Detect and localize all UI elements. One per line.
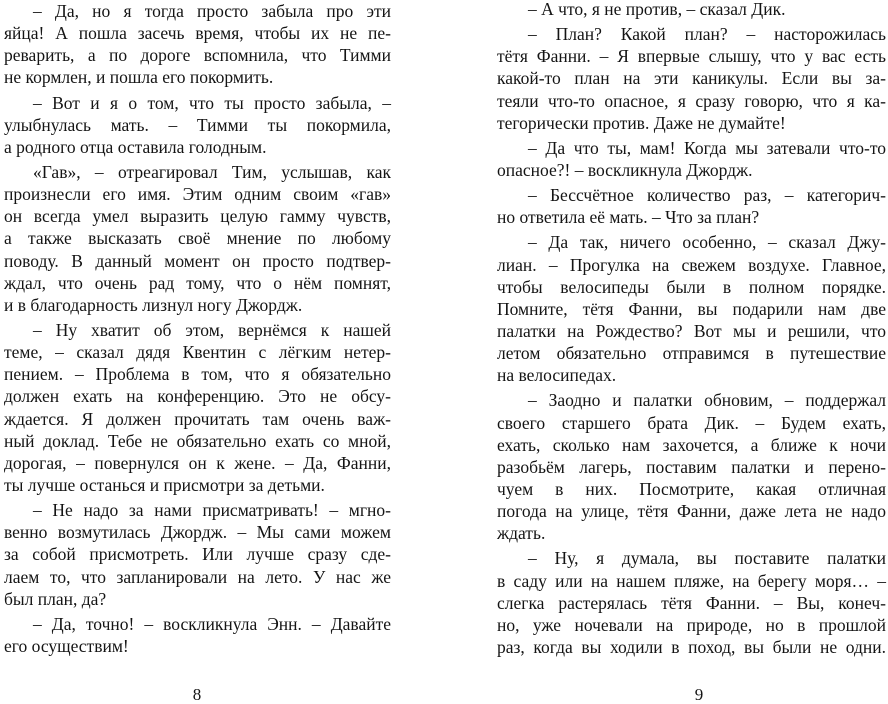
text-line: погода на улице, тётя Фанни, даже лета не надо: [497, 501, 886, 522]
text-line: палатки на Рождество? Вот мы и решили, что: [497, 320, 886, 341]
text-line: реварить, а по дороге вспомнила, что Тимми: [4, 45, 391, 66]
paragraph: [4, 0, 391, 89]
paragraph: [4, 161, 391, 316]
text-line: своего старшего брата Дик. – Будем ехать,: [497, 412, 886, 433]
text-line: ты лучше останься и присмотри за детьми.: [4, 474, 325, 495]
text-line: – Да, но я тогда просто забыла про эти: [33, 1, 391, 21]
text-line: – Заодно и палатки обновим, – поддержал: [528, 390, 886, 411]
text-line: раз, когда вы ходили в поход, вы были не одни.: [497, 636, 886, 657]
text-line: ехать, сколько нам захочется, а ближе к ночи: [497, 434, 886, 455]
text-line: в саду или на нашем пляже, на берегу моря… –: [497, 570, 886, 591]
text-line: произнесли его имя. Этим одним своим «гав»: [4, 184, 391, 205]
paragraph: [497, 231, 886, 386]
text-line: – Да так, ничего особенно, – сказал Джу-: [528, 232, 886, 253]
paragraph: [4, 499, 391, 610]
text-line: он всегда умел выразить целую гамму чувств,: [4, 206, 391, 227]
right-page-text: [497, 0, 886, 658]
text-line: летом обязательно отправимся в путешествие: [497, 343, 886, 364]
paragraph: [4, 319, 391, 496]
text-line: слегка растерялась тётя Фанни. – Вы, конеч-: [497, 592, 886, 613]
text-line: – Ну, я думала, вы поставите палатки: [528, 548, 886, 569]
text-line: тётя Фанни. – Я впервые слышу, что у вас есть: [497, 46, 886, 67]
text-line: – Вот и я о том, что ты просто забыла, –: [33, 92, 391, 113]
paragraph: [497, 184, 886, 228]
text-line: какой-то план на эти каникулы. Если вы за-: [497, 68, 886, 89]
text-line: был план, да?: [4, 588, 107, 609]
paragraph: [497, 137, 886, 181]
text-line: дорогая, – повернулся он к жене. – Да, Фанни,: [4, 452, 391, 473]
text-line: теме, – сказал дядя Квентин с лёгким нетер-: [4, 342, 391, 363]
text-line: – План? Какой план? – насторожилась: [528, 24, 886, 45]
paragraph: [4, 613, 391, 657]
text-line: – Да что ты, мам! Когда мы затевали что-то: [528, 137, 886, 158]
page-number-right: 9: [694, 685, 704, 704]
text-line: чтобы велосипеды были в полном порядке.: [497, 276, 886, 297]
text-line: «Гав», – отреагировал Тим, услышав, как: [33, 161, 391, 182]
text-line: а родного отца оставила голодным.: [4, 136, 267, 157]
text-line: ждать.: [497, 523, 546, 544]
text-line: Помните, тётя Фанни, вы подарили нам две: [497, 298, 886, 319]
text-line: – Ну хватит об этом, вернёмся к нашей: [33, 319, 391, 340]
text-line: опасное?! – воскликнула Джордж.: [497, 159, 753, 180]
text-line: венно возмутилась Джордж. – Мы сами можем: [4, 522, 391, 543]
text-line: его осуществим!: [4, 635, 129, 656]
paragraph: [497, 23, 886, 134]
text-line: – Бессчётное количество раз, – категорич-: [528, 185, 886, 206]
text-line: ждается. Я должен прочитать там очень важ-: [4, 408, 391, 429]
text-line: но ответила её мать. – Что за план?: [497, 207, 760, 228]
page-number-left: 8: [192, 685, 202, 704]
text-line: и в благодарность лизнул ногу Джордж.: [4, 294, 303, 315]
text-line: на велосипедах.: [497, 365, 617, 386]
text-line: но, уже ночевали на природе, но в прошлой: [497, 614, 886, 635]
text-line: – Да, точно! – воскликнула Энн. – Давайте: [33, 613, 391, 634]
text-line: за собой присмотреть. Или лучше сразу сде-: [4, 544, 391, 565]
text-line: должен ехать на конференцию. Это не обсу-: [4, 386, 391, 407]
paragraph: [497, 547, 886, 658]
text-line: – Не надо за нами присматривать! – мгно-: [33, 500, 391, 521]
text-line: разобьём лагерь, поставим палатки и перено-: [497, 456, 886, 477]
text-line: лиан. – Прогулка на свежем воздухе. Главное,: [497, 254, 886, 275]
left-page-text: [4, 0, 391, 657]
text-line: поводу. В данный момент он просто подтвер-: [4, 250, 391, 271]
text-line: улыбнулась мать. – Тимми ты покормила,: [4, 114, 391, 135]
text-line: лаем то, что запланировали на лето. У нас же: [4, 566, 391, 587]
text-line: пением. – Проблема в том, что я обязательно: [4, 364, 391, 385]
text-line: яйца! А пошла засечь время, чтобы их не пе-: [4, 23, 391, 44]
paragraph: [4, 92, 391, 158]
text-line: – А что, я не против, – сказал Дик.: [528, 0, 786, 19]
text-line: а также высказать своё мнение по любому: [4, 228, 391, 249]
text-line: теяли что-то опасное, я сразу говорю, что я ка-: [497, 90, 886, 111]
text-line: ный доклад. Тебе не обязательно ехать со мной,: [4, 430, 391, 451]
text-line: не кормлен, и пошла его покормить.: [4, 67, 274, 88]
text-line: ждал, что очень рад тому, что о нём помнят,: [4, 272, 391, 293]
paragraph: [497, 389, 886, 544]
text-line: тегорически против. Даже не думайте!: [497, 112, 786, 133]
text-line: чуем в них. Посмотрите, какая отличная: [497, 478, 886, 499]
paragraph: [497, 0, 886, 20]
